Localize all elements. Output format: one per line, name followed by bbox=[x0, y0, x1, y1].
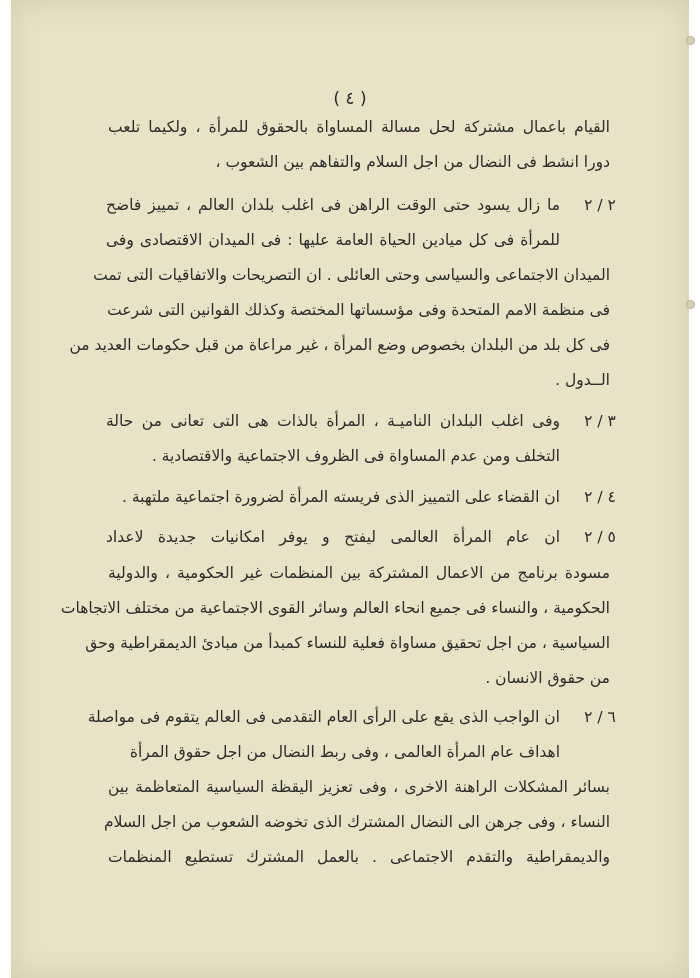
punch-hole bbox=[686, 36, 695, 45]
text-line: الميدان الاجتماعى والسياسى وحتى العائلى . ان التصريحات والاتفاقيات التى تمت bbox=[93, 266, 610, 284]
section-number: ٦ / ٢ bbox=[584, 708, 616, 726]
section-number: ٣ / ٢ bbox=[584, 412, 616, 430]
section-number: ٢ / ٢ bbox=[584, 196, 616, 214]
text-line: ان عام المرأة العالمى ليفتح و يوفر امكانيات جديدة لاعداد bbox=[106, 528, 560, 546]
text-line: الــدول . bbox=[555, 371, 610, 389]
section-number: ٤ / ٢ bbox=[584, 488, 616, 506]
section-number: ٥ / ٢ bbox=[584, 528, 616, 546]
text-line: للمرأة فى كل ميادين الحياة العامة عليها : فى الميدان الاقتصادى وفى bbox=[106, 231, 560, 249]
text-line: بسائر المشكلات الراهنة الاخرى ، وفى تعزيز اليقظة السياسية المتعاظمة بين bbox=[108, 778, 610, 796]
text-line: ما زال يسود حتى الوقت الراهن فى اغلب بلدان العالم ، تمييز فاضح bbox=[106, 196, 560, 214]
text-line: والديمقراطية والتقدم الاجتماعى . بالعمل المشترك تستطيع المنظمات bbox=[108, 848, 610, 866]
text-line: دورا انشط فى النضال من اجل السلام والتفاهم بين الشعوب ، bbox=[215, 153, 610, 171]
text-line: السياسية ، من اجل تحقيق مساواة فعلية للنساء كمبدأ من مبادئ الديمقراطية وحق bbox=[85, 634, 610, 652]
text-line: القيام باعمال مشتركة لحل مسالة المساواة بالحقوق للمرأة ، ولكيما تلعب bbox=[108, 118, 610, 136]
text-line: مسودة برنامج من الاعمال المشتركة بين المنظمات غير الحكومية ، والدولية bbox=[108, 564, 610, 582]
page-number: ( ٤ ) bbox=[333, 89, 367, 109]
text-line: من حقوق الانسان . bbox=[485, 669, 610, 687]
text-line: فى منظمة الامم المتحدة وفى مؤسساتها المختصة وكذلك القوانين التى شرعت bbox=[107, 301, 610, 319]
text-line: ان الواجب الذى يقع على الرأى العام التقدمى فى العالم يتقوم فى مواصلة bbox=[87, 708, 560, 726]
text-line: التخلف ومن عدم المساواة فى الظروف الاجتماعية والاقتصادية . bbox=[151, 447, 560, 465]
text-line: فى كل بلد من البلدان بخصوص وضع المرأة ، غير مراعاة من قبل حكومات العديد من bbox=[69, 336, 610, 354]
punch-hole bbox=[686, 300, 695, 309]
text-line: النساء ، وفى جرهن الى النضال المشترك الذى تخوضه الشعوب من اجل السلام bbox=[104, 813, 610, 831]
text-line: اهداف عام المرأة العالمى ، وفى ربط النضال من اجل حقوق المرأة bbox=[129, 743, 560, 761]
text-line: الحكومية ، والنساء فى جميع انحاء العالم وسائر القوى الاجتماعية من مختلف الاتجاهات bbox=[60, 599, 610, 617]
text-line: ان القضاء على التمييز الذى فريسته المرأة لضرورة اجتماعية ملتهبة . bbox=[122, 488, 560, 506]
text-line: وفى اغلب البلدان الناميـة ، المرأة بالذات هى التى تعانى من حالة bbox=[106, 412, 560, 430]
